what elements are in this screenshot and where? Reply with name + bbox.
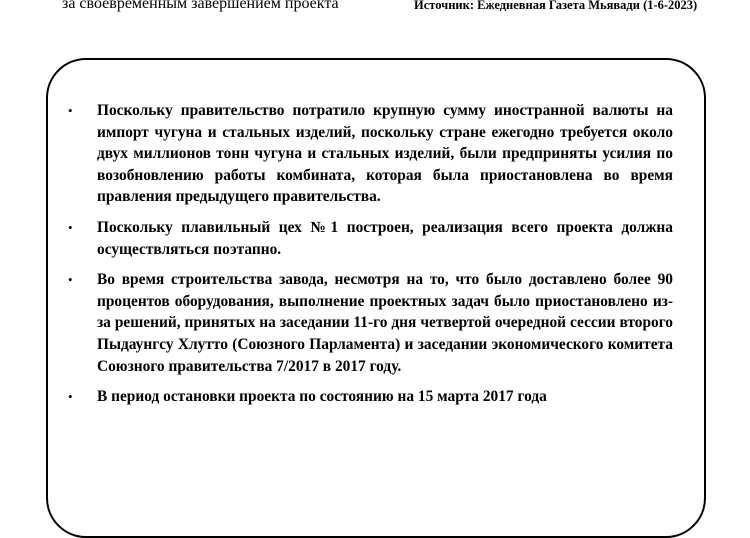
bullet-dot-icon: • [68,219,73,235]
list-item [66,386,673,408]
list-item [66,217,673,260]
list-item [66,100,673,208]
list-item [66,269,673,377]
bullet-dot-icon: • [68,389,73,405]
bullet-dot-icon: • [68,272,73,288]
bullet-dot-icon: • [68,103,73,118]
bullet-text: Поскольку плавильный цех №1 построен, реализация всего проекта должна осуществляться поэтапно. [97,218,673,258]
bullet-text: Поскольку правительство потратило крупную сумму иностранной валюты на импорт чугуна и стальных изделий, поскольку стране ежегодно требуется около двух миллионов тонн чугуна и стальных изделий, были предприняты усилия по возобновлению работы комбината, которая была приостановлена во время правления предыдущего правительства. [97,102,673,206]
bullet-text: В период остановки проекта по состоянию на 15 марта 2017 года [97,388,547,406]
source-citation: Источник: Ежедневная Газета Мьявади (1-6-2023) [414,0,698,12]
header-left-text: за своевременным завершением проекта [62,0,339,12]
bullet-list [66,100,673,417]
bullet-text: Во время строительства завода, несмотря на то, что было доставлено более 90 процентов оборудования, выполнение проектных задач было приостановлено из-за решений, принятых на заседании 11-го дня четвертой очередной сессии второго Пыдаунгсу Хлутто (Союзного Парламента) и заседании экономического комитета Союзного правительства 7/2017 в 2017 году. [97,271,673,375]
